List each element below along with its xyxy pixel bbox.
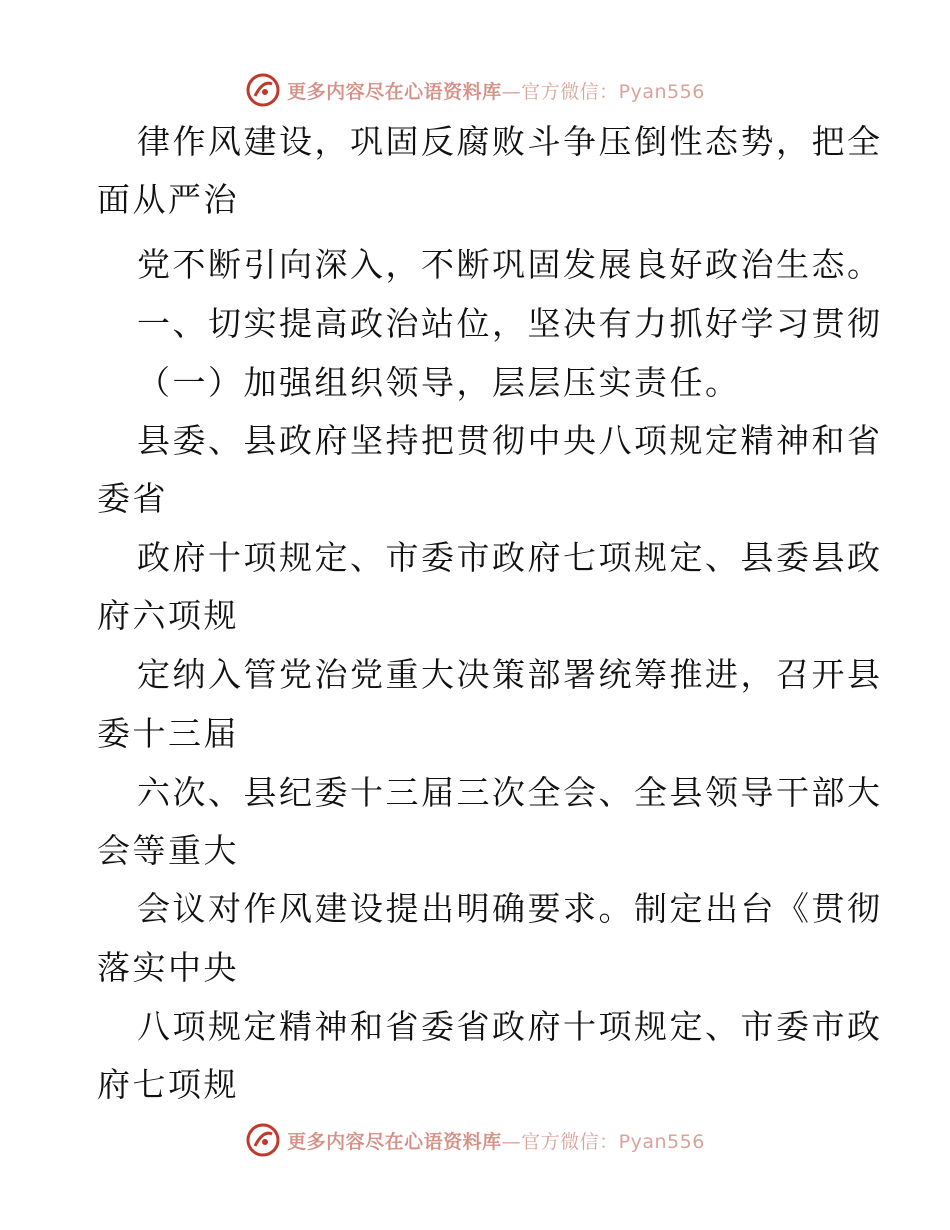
text-line: 落实中央 xyxy=(97,948,239,987)
text-line: 定纳入管党治党重大决策部署统筹推进，召开县 xyxy=(137,655,883,694)
text-line: 八项规定精神和省委省政府十项规定、市委市政 xyxy=(137,1007,883,1046)
text-line: 党不断引向深入，不断巩固发展良好政治生态。 xyxy=(137,245,883,284)
text-line: 律作风建设，巩固反腐败斗争压倒性态势，把全 xyxy=(137,122,883,161)
text-line: （一）加强组织领导，层层压实责任。 xyxy=(137,363,741,402)
text-line: 会议对作风建设提出明确要求。制定出台《贯彻 xyxy=(137,889,883,928)
text-line: 面从严治 xyxy=(97,180,239,219)
seal-logo-icon xyxy=(245,72,281,108)
text-line: 委十三届 xyxy=(97,714,239,753)
watermark-header xyxy=(0,70,950,110)
text-line: 六次、县纪委十三届三次全会、全县领导干部大 xyxy=(137,773,883,812)
text-line: 府七项规 xyxy=(97,1065,239,1104)
watermark-text: 更多内容尽在心语资料库—官方微信：Pyan556 xyxy=(287,1130,705,1153)
text-line: 县委、县政府坚持把贯彻中央八项规定精神和省 xyxy=(137,421,883,460)
text-line: 府六项规 xyxy=(97,596,239,635)
text-line: 委省 xyxy=(97,479,168,518)
watermark-footer xyxy=(0,1120,950,1160)
text-line: 一、切实提高政治站位，坚决有力抓好学习贯彻 xyxy=(137,304,883,343)
seal-logo-icon xyxy=(245,1122,281,1158)
text-line: 政府十项规定、市委市政府七项规定、县委县政 xyxy=(137,538,883,577)
watermark-text: 更多内容尽在心语资料库—官方微信：Pyan556 xyxy=(287,80,705,103)
text-line: 会等重大 xyxy=(97,831,239,870)
